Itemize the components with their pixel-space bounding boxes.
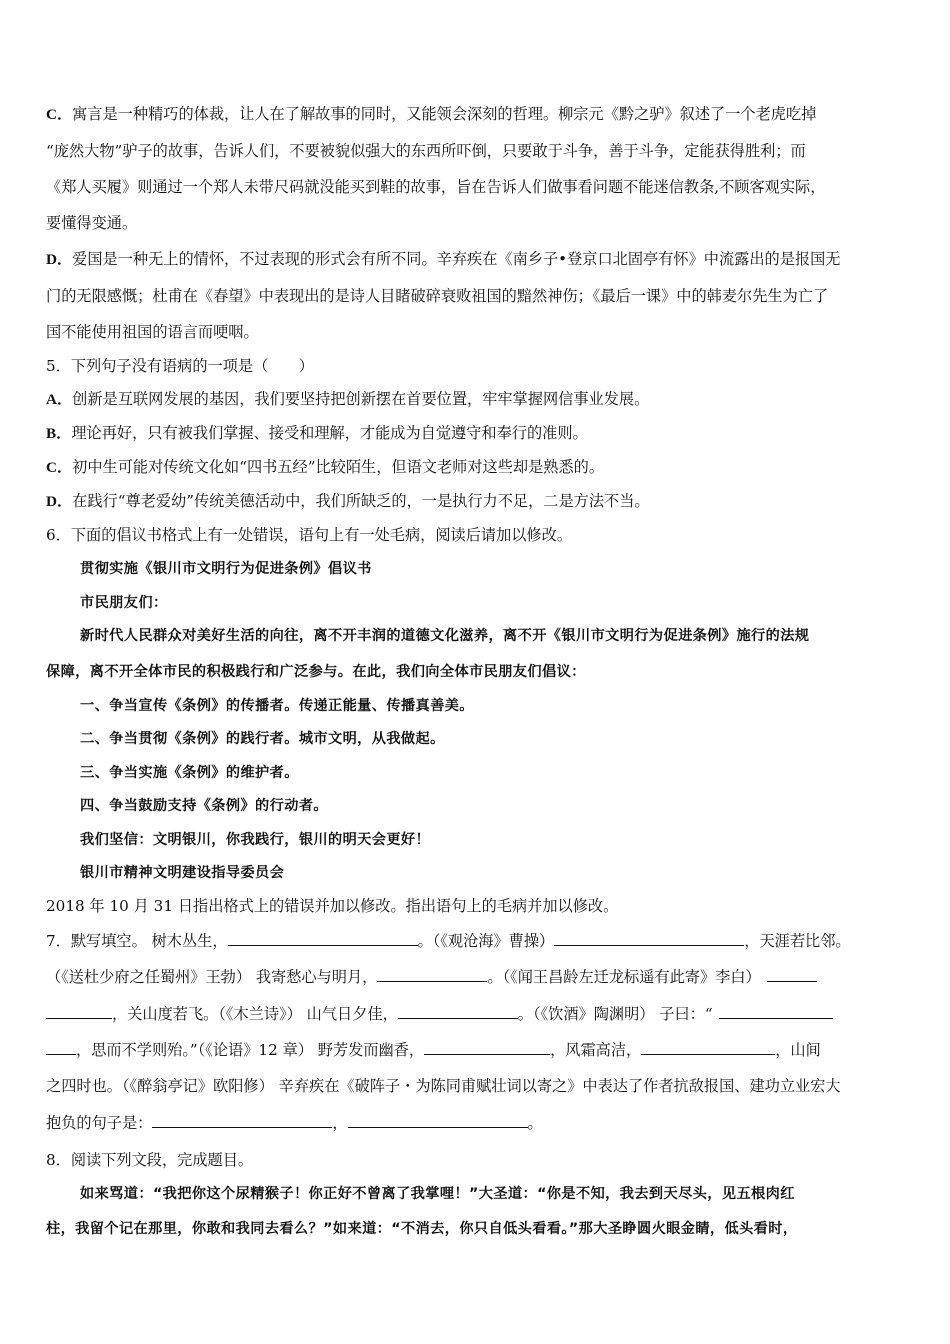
- q4-option-d-line-2: 门的无限感慨；杜甫在《春望》中表现出的是诗人目睹破碎衰败祖国的黯然神伤；《最后一课》中的韩麦尔先生为亡了: [46, 287, 829, 305]
- answer-blank[interactable]: [719, 1003, 833, 1019]
- q7-line-1: 7．默写填空。 树木丛生， 。（《观沧海》曹操） ，天涯若比邻。: [46, 932, 851, 950]
- proposal-paragraph-line-1: 新时代人民群众对美好生活的向往，离不开丰润的道德文化滋养，离不开《银川市文明行为促进条例》施行的法规: [80, 628, 810, 644]
- answer-blank[interactable]: [398, 1003, 518, 1019]
- answer-blank[interactable]: [554, 930, 744, 946]
- q5-option-b: B．理论再好，只有被我们掌握、接受和理解，才能成为自觉遵守和奉行的准则。: [46, 424, 588, 442]
- answer-blank[interactable]: [348, 1112, 528, 1128]
- q4-option-c-line-4: 要懂得变通。: [46, 214, 138, 232]
- answer-blank[interactable]: [377, 966, 487, 982]
- q4-option-c-line-3: 《郑人买履》则通过一个郑人未带尺码就没能买到鞋的故事，旨在告诉人们做事看问题不能迷信教条,不顾客观实际，: [46, 178, 826, 196]
- q7-line-4: ，思而不学则殆。”（《论语》12 章） 野芳发而幽香， ，风霜高洁， ，山间: [46, 1039, 908, 1060]
- proposal-item-3: 三、争当实施《条例》的维护者。: [80, 765, 299, 781]
- proposal-item-4: 四、争当鼓励支持《条例》的行动者。: [80, 798, 328, 814]
- option-label: C．: [46, 106, 73, 123]
- answer-blank[interactable]: [152, 1112, 332, 1128]
- q6-date-and-task: 2018 年 10 月 31 日指出格式上的错误并加以修改。指出语句上的毛病并加以修改。: [46, 897, 619, 915]
- q5-option-d: D．在践行“尊老爱幼”传统美德活动中，我们所缺乏的，一是执行力不足，二是方法不当。: [46, 492, 650, 510]
- q5-option-a: A．创新是互联网发展的基因，我们要坚持把创新摆在首要位置，牢牢掌握网信事业发展。: [46, 390, 650, 408]
- q8-passage-line-2: 柱，我留个记在那里，你敢和我同去看么？”如来道：“不消去，你只自低头看看。”那大圣睁圆火眼金睛，低头看时，: [46, 1221, 798, 1237]
- proposal-closing: 我们坚信：文明银川，你我践行，银川的明天会更好！: [80, 832, 431, 848]
- proposal-paragraph-line-2: 保障，离不开全体市民的积极践行和广泛参与。在此，我们向全体市民朋友们倡议：: [46, 664, 586, 680]
- q6-stem: 6．下面的倡议书格式上有一处错误，语句上有一处毛病，阅读后请加以修改。: [46, 526, 573, 544]
- answer-blank[interactable]: [767, 966, 817, 982]
- option-label: D．: [46, 251, 73, 268]
- q7-line-2: （《送杜少府之任蜀州》王勃） 我寄愁心与明月， 。（《闻王昌龄左迁龙标遥有此寄》李白）: [46, 966, 908, 987]
- answer-blank[interactable]: [424, 1039, 550, 1055]
- q4-option-d-line-1: D．爱国是一种无上的情怀，不过表现的形式会有所不同。辛弃疾在《南乡子•登京口北固亭有怀》中流露出的是报国无: [46, 250, 841, 268]
- answer-blank[interactable]: [641, 1039, 775, 1055]
- proposal-item-2: 二、争当贯彻《条例》的践行者。城市文明，从我做起。: [80, 731, 445, 747]
- proposal-signature: 银川市精神文明建设指导委员会: [80, 865, 285, 881]
- q7-line-6: 抱负的句子是： ， 。: [46, 1114, 543, 1132]
- q5-option-c: C．初中生可能对传统文化如“四书五经”比较陌生，但语文老师对这些却是熟悉的。: [46, 458, 605, 476]
- answer-blank[interactable]: [228, 930, 418, 946]
- proposal-item-1: 一、争当宣传《条例》的传播者。传递正能量、传播真善美。: [80, 698, 474, 714]
- proposal-title: 贯彻实施《银川市文明行为促进条例》倡议书: [80, 561, 372, 577]
- q7-line-3: ，关山度若飞。（《木兰诗》） 山气日夕佳， 。（《饮酒》陶渊明） 子曰：“: [46, 1003, 908, 1024]
- q8-passage-line-1: 如来骂道：“我把你这个尿精猴子！你正好不曾离了我掌哩！”大圣道：“你是不知，我去到天尽头，见五根肉红: [80, 1186, 795, 1202]
- q7-line-5: 之四时也。（《醉翁亭记》欧阳修） 辛弃疾在《破阵子・为陈同甫赋壮词以寄之》中表达了作者抗敌报国、建功立业宏大: [46, 1077, 841, 1095]
- q5-stem: 5．下列句子没有语病的一项是（ ）: [46, 357, 314, 375]
- q4-option-d-line-3: 国不能使用祖国的语言而哽咽。: [46, 323, 259, 341]
- q4-option-c-line-2: “庞然大物”驴子的故事，告诉人们，不要被貌似强大的东西所吓倒，只要敢于斗争，善于斗争，定能获得胜利；而: [46, 142, 806, 160]
- q4-option-c-line-1: C．寓言是一种精巧的体裁，让人在了解故事的同时，又能领会深刻的哲理。柳宗元《黔之驴》叙述了一个老虎吃掉: [46, 105, 817, 123]
- q8-stem: 8．阅读下列文段，完成题目。: [46, 1151, 254, 1169]
- answer-blank[interactable]: [46, 1039, 76, 1055]
- proposal-greeting: 市民朋友们：: [80, 595, 168, 611]
- answer-blank[interactable]: [46, 1003, 112, 1019]
